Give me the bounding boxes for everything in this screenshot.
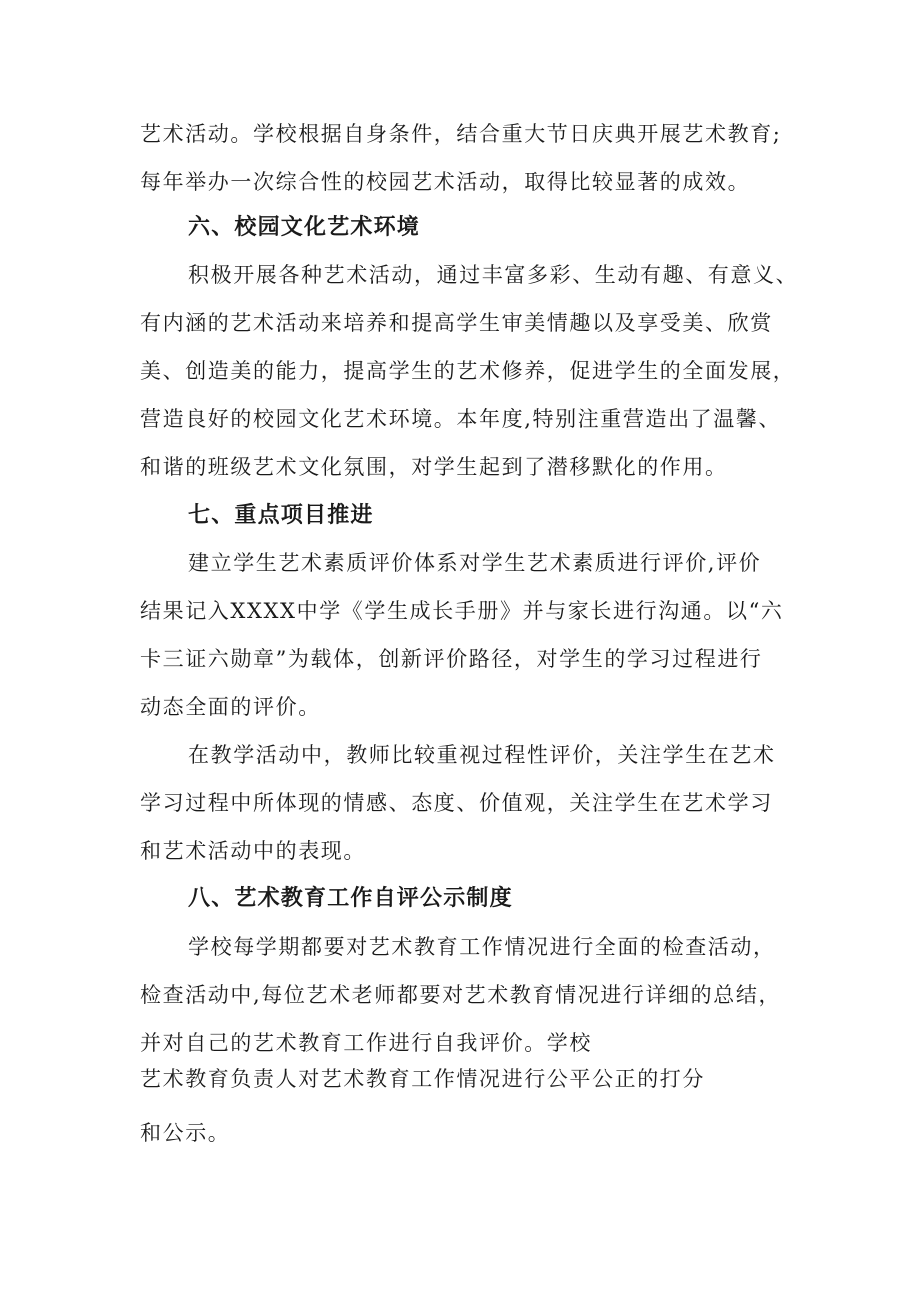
paragraph-line: 美、创造美的能力，提高学生的艺术修养，促进学生的全面发展， (140, 359, 796, 383)
paragraph-line: 学校每学期都要对艺术教育工作情况进行全面的检查活动， (188, 935, 776, 959)
paragraph-line: 和谐的班级艺术文化氛围，对学生起到了潜移默化的作用。 (140, 455, 728, 479)
section-heading-8: 八、艺术教育工作自评公示制度 (188, 886, 513, 911)
paragraph-line: 并对自己的艺术教育工作进行自我评价。学校 (140, 1031, 592, 1055)
section-heading-6: 六、校园文化艺术环境 (188, 215, 421, 240)
paragraph-line: 营造良好的校园文化艺术环境。本年度,特别注重营造出了温馨、 (140, 407, 782, 431)
paragraph-line: 学习过程中所体现的情感、态度、价值观，关注学生在艺术学习 (140, 791, 773, 815)
paragraph-line: 积极开展各种艺术活动，通过丰富多彩、生动有趣、有意义、 (188, 263, 799, 287)
paragraph-line: 建立学生艺术素质评价体系对学生艺术素质进行评价,评价 (188, 551, 762, 575)
paragraph-line: 每年举办一次综合性的校园艺术活动，取得比较显著的成效。 (140, 170, 751, 194)
paragraph-line: 艺术活动。学校根据自身条件，结合重大节日庆典开展艺术教育; (140, 122, 782, 146)
paragraph-line: 和公示。 (140, 1121, 231, 1145)
section-heading-7: 七、重点项目推进 (188, 503, 374, 528)
paragraph-line: 检查活动中,每位艺术老师都要对艺术教育情况进行详细的总结， (140, 983, 782, 1007)
paragraph-line: 和艺术活动中的表现。 (140, 839, 366, 863)
paragraph-line: 卡三证六勋章”为载体，创新评价路径，对学生的学习过程进行 (140, 647, 763, 671)
paragraph-line: 结果记入XXXX中学《学生成长手册》并与家长进行沟通。以“六 (140, 599, 784, 623)
paragraph-line: 艺术教育负责人对艺术教育工作情况进行公平公正的打分 (140, 1067, 705, 1091)
paragraph-line: 有内涵的艺术活动来培养和提高学生审美情趣以及享受美、欣赏 (140, 311, 773, 335)
paragraph-line: 在教学活动中，教师比较重视过程性评价，关注学生在艺术 (188, 743, 776, 767)
paragraph-line: 动态全面的评价。 (140, 695, 321, 719)
